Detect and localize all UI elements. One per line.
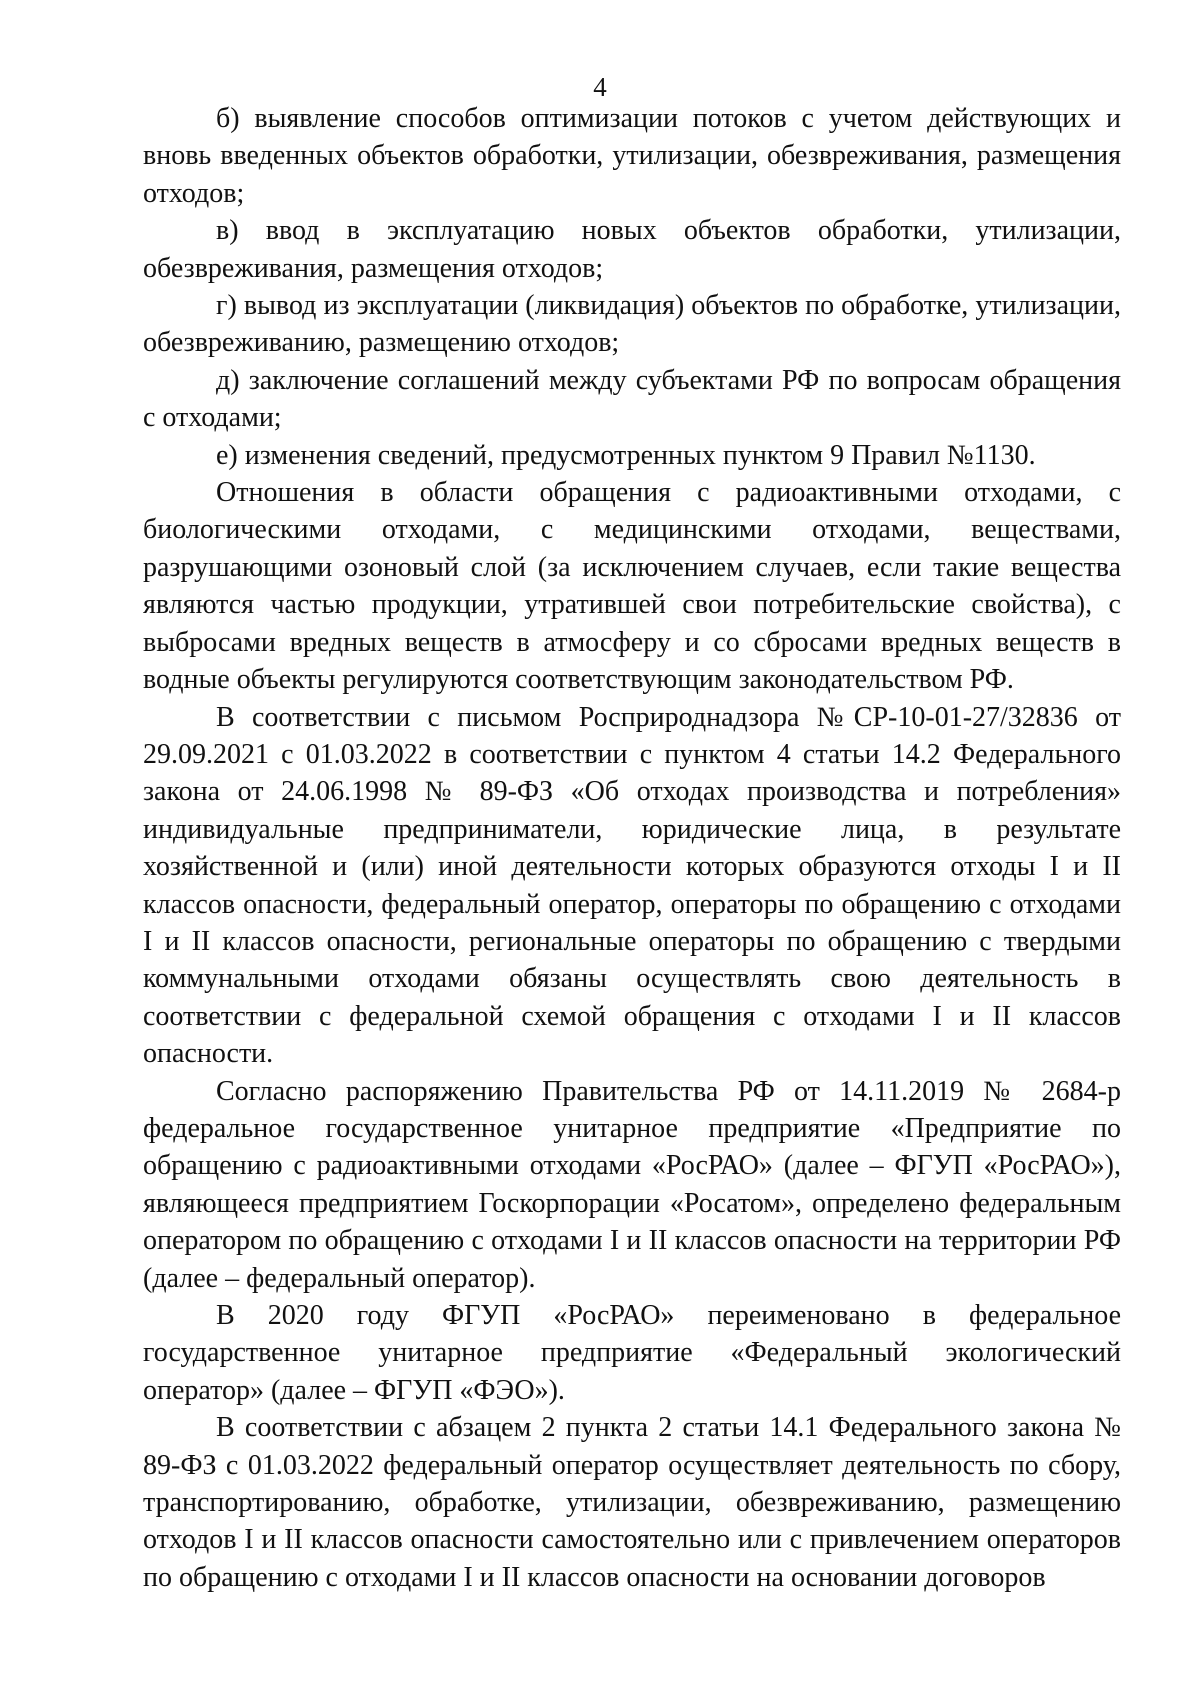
paragraph-regulation-scope: Отношения в области обращения с радиоактивными отходами, с биологическими отходами, с медицинскими отходами, веществами, разрушающими озоновый слой (за исключением случаев, если такие вещества являются частью продукции, утратившей свои потребительские свойства), с выбросами вредных веществ в атмосферу и со сбросами вредных веществ в водные объекты регулируются соответствующим законодательством РФ. bbox=[143, 477, 1121, 696]
paragraph-federal-operator-activity: В соответствии с абзацем 2 пункта 2 статьи 14.1 Федерального закона № 89-ФЗ с 01.03.2022 федеральный оператор осуществляет деятельность по сбору, транспортированию, обработке, утилизации, обезвреживанию, размещению отходов I и II классов опасности самостоятельно или с привлечением операторов по обращению с отходами I и II классов опасности на основании договоров bbox=[143, 1412, 1121, 1593]
paragraph-government-order: Согласно распоряжению Правительства РФ от 14.11.2019 № 2684-р федеральное государственное унитарное предприятие «Предприятие по обращению с радиоактивными отходами «РосРАО» (далее – ФГУП «РосРАО»), являющееся предприятием Госкорпорации «Росатом», определено федеральным оператором по обращению с отходами I и II классов опасности на территории РФ (далее – федеральный оператор). bbox=[143, 1075, 1121, 1294]
paragraph-renaming: В 2020 году ФГУП «РосРАО» переименовано в федеральное государственное унитарное предприятие «Федеральный экологический оператор» (далее – ФГУП «ФЭО»). bbox=[143, 1300, 1121, 1406]
page-number: 4 bbox=[593, 72, 607, 102]
paragraph-list-item-v: в) ввод в эксплуатацию новых объектов обработки, утилизации, обезвреживания, размещения отходов; bbox=[143, 215, 1121, 284]
paragraph-rosprirodnadzor-letter: В соответствии с письмом Росприроднадзора №СР-10-01-27/32836 от 29.09.2021 с 01.03.2022 в соответствии с пунктом 4 статьи 14.2 Федерального закона от 24.06.1998 № 89-ФЗ «Об отходах производства и потребления» индивидуальные предприниматели, юридические лица, в результате хозяйственной и (или) иной деятельности которых образуются отходы I и II классов опасности, федеральный оператор, операторы по обращению с отходами I и II классов опасности, региональные операторы по обращению с твердыми коммунальными отходами обязаны осуществлять свою деятельность в соответствии с федеральной схемой обращения с отходами I и II классов опасности. bbox=[143, 701, 1121, 1070]
paragraph-list-item-d: д) заключение соглашений между субъектами РФ по вопросам обращения с отходами; bbox=[143, 364, 1121, 434]
document-body bbox=[143, 100, 1121, 1596]
paragraph-list-item-b: б) выявление способов оптимизации потоков с учетом действующих и вновь введенных объектов обработки, утилизации, обезвреживания, размещения отходов; bbox=[143, 103, 1121, 209]
paragraph-list-item-e: е) изменения сведений, предусмотренных пунктом 9 Правил №1130. bbox=[216, 439, 1036, 471]
paragraph-list-item-g: г) вывод из эксплуатации (ликвидация) объектов по обработке, утилизации, обезвреживанию, размещению отходов; bbox=[143, 290, 1121, 359]
